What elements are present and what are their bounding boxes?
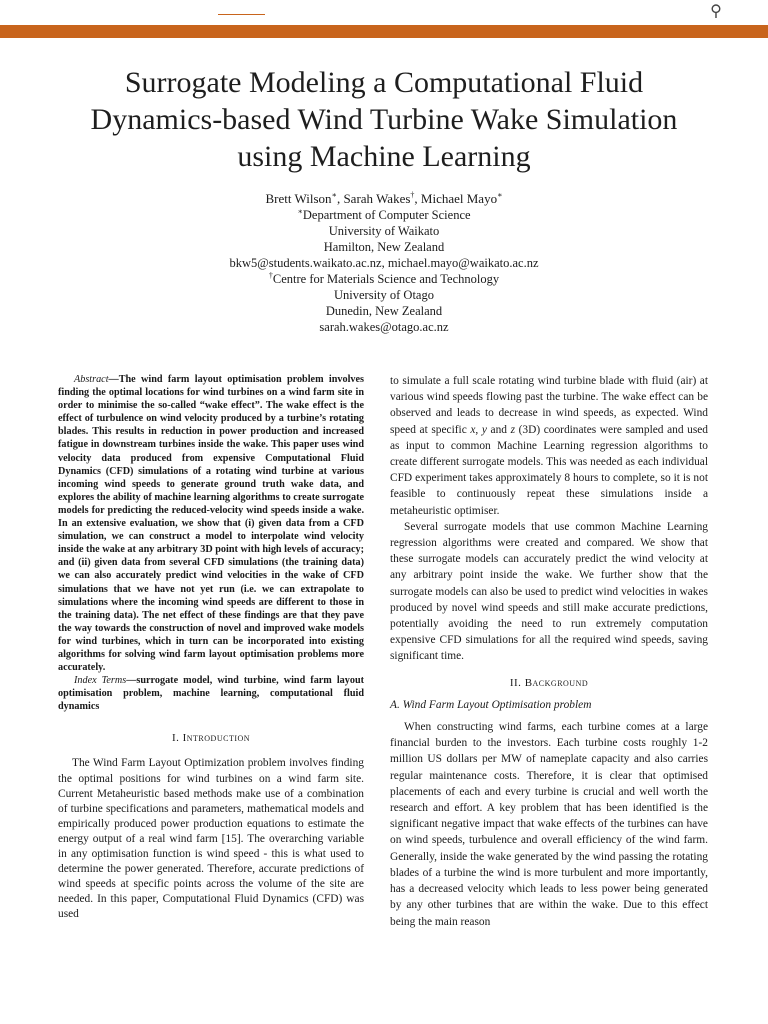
affiliation-city: Dunedin, New Zealand	[325, 304, 443, 318]
subsection-heading: A. Wind Farm Layout Optimisation problem	[390, 698, 592, 711]
math-var: x	[470, 423, 476, 436]
section-title: Introduction	[182, 732, 251, 745]
logo-icon: ⚲	[710, 3, 722, 20]
affiliation-dept-text: Department of Computer Science	[302, 208, 471, 222]
index-terms-text: —surrogate model, wind turbine, wind farm layout optimisation problem, machine learning, computational fluid dynamics	[58, 675, 365, 713]
affiliation-dept-text: Centre for Materials Science and Technology	[272, 272, 500, 286]
header-rule	[218, 14, 265, 15]
abstract-label: Abstract	[74, 374, 109, 385]
right-column	[390, 373, 708, 930]
author-names: Brett Wilson∗, Sarah Wakes†, Michael Mayo∗	[265, 190, 503, 206]
header-banner	[0, 0, 768, 38]
paper-title: Surrogate Modeling a Computational Fluid Dynamics-based Wind Turbine Wake Simulation using Machine Learning	[90, 66, 678, 173]
paragraph-text: to simulate a full scale rotating wind turbine blade with fluid (air) at various wind speeds flowing past the turbine. The wake effect can be observed and leads to decrease in wind speeds, as expected. Wind speed at specific	[390, 375, 708, 436]
affiliation-mark: ∗	[297, 206, 303, 216]
affiliation-univ: University of Otago	[334, 288, 434, 302]
author-mark: ∗	[497, 190, 503, 200]
paragraph-text: and	[486, 423, 511, 436]
affiliation-emails: bkw5@students.waikato.ac.nz, michael.mayo@waikato.ac.nz	[229, 256, 539, 270]
abstract-text: —The wind farm layout optimisation problem involves finding the optimal locations for wind turbines on a wind farm site in order to minimise the so-called “wake effect”. The wake effect is the effect of turbulence on wind velocity produced by a turbine’s rotating blades. This results in reduction in power production and increased fatigue in downstream turbines inside the wake. This paper uses wind velocity data produced from expensive Computational Fluid Dynamics (CFD) simulations of a rotating wind turbine at various incoming wind speeds to generate ground truth wake data, and explores the ability of machine learning algorithms to create surrogate models for predicting the reduced-velocity wind speeds inside a wake. In an extensive evaluation, we show that (i) given data from a CFD simulation, we can construct a model to interpolate wind velocity inside the wake at any arbitrary 3D point with high levels of accuracy; and (ii) given data from several CFD simulations (the training data) we can also accurately predict wind velocities in the wake of CFD simulations that we have not yet run (i.e. we can extrapolate to simulations where the incoming wind speeds are different to those in the training data). The net effect of these findings are that they pave the way towards the construction of novel and improved wake models for wind turbines, which in turn can be incorporated into existing algorithms for solving wind farm layout optimisation problems more accurately.	[58, 374, 364, 674]
index-terms	[58, 674, 364, 713]
author-mark: ∗	[331, 190, 337, 200]
author-block	[134, 190, 634, 335]
math-var: z	[510, 423, 516, 436]
author-name: Sarah Wakes	[343, 191, 411, 206]
section-number: II.	[509, 676, 522, 689]
section-title: Background	[524, 676, 589, 689]
author-mark: †	[410, 190, 415, 200]
affiliation-mark: †	[268, 270, 273, 280]
affiliation-city: Hamilton, New Zealand	[323, 240, 445, 254]
section-heading-introduction	[58, 731, 364, 746]
section-number: I.	[171, 732, 180, 745]
author-name: Brett Wilson	[265, 191, 332, 206]
intro-paragraph-2: Several surrogate models that use common Machine Learning regression algorithms were created and compared. We show that these surrogate models can accurately predict the wind velocity at any arbitrary point inside the wake. We further show that the surrogate models can also be used to predict wind velocities in wakes produced by novel wind speeds and still make accurate predictions, potentially avoiding the need to run extremely computation expensive CFD simulations for all the required wind speeds, saving significant time.	[390, 520, 708, 663]
section-heading-background	[390, 675, 708, 691]
left-column	[58, 373, 364, 922]
affiliation-email: sarah.wakes@otago.ac.nz	[319, 320, 449, 334]
background-paragraph: When constructing wind farms, each turbine comes at a large financial burden to the investors. Each turbine costs roughly 1-2 million US dollars per MW of nameplate capacity and also carries regular maintenance costs. Therefore, it is clear that optimised placements of each and every turbine is crucial and well worth the research and effort. A key problem that has been identified is the significant negative impact that wake effects of the turbines can have on wind speeds, turbulence and overall efficiency of the wind farm. Generally, inside the wake generated by the wind passing the rotating blades of a turbine the wind is more turbulent and more importantly, has a decreased velocity which leads to less power being generated by any other turbines that are within the wake. Due to this effect being the main reason	[390, 721, 708, 928]
affiliation-dept	[134, 207, 634, 223]
paragraph-text: ,	[475, 423, 482, 436]
math-var: y	[481, 423, 487, 436]
intro-paragraph-continued	[390, 373, 708, 519]
intro-paragraph: The Wind Farm Layout Optimization problem involves finding the optimal positions for wind turbines on a wind farm site. Current Metaheuristic based methods make use of a combination of turbine specifications and parameters, mathematical models and empirically produced power production equations to estimate the energy output of a real wind farm [15]. The overarching variable in any optimisation function is wind speed - this is what used to determine the power generated. Therefore, accurate predictions of wind speeds at specific points across the volume of the site are needed. In this paper, Computational Fluid Dynamics (CFD) was used	[58, 757, 364, 920]
index-terms-label: Index Terms	[74, 675, 127, 687]
abstract	[58, 373, 364, 674]
affiliation-univ: University of Waikato	[328, 224, 440, 238]
paragraph-text: (3D) coordinates were sampled and used as input to common Machine Learning regression algorithms to create different surrogate models. This was needed as each individual CFD experiment takes approximately 8 hours to complete, so it is not feasible to continuously repeat these simulations inside a metaheuristic optimiser.	[390, 423, 708, 517]
author-name: Michael Mayo	[420, 191, 498, 206]
affiliation-dept	[134, 271, 634, 287]
